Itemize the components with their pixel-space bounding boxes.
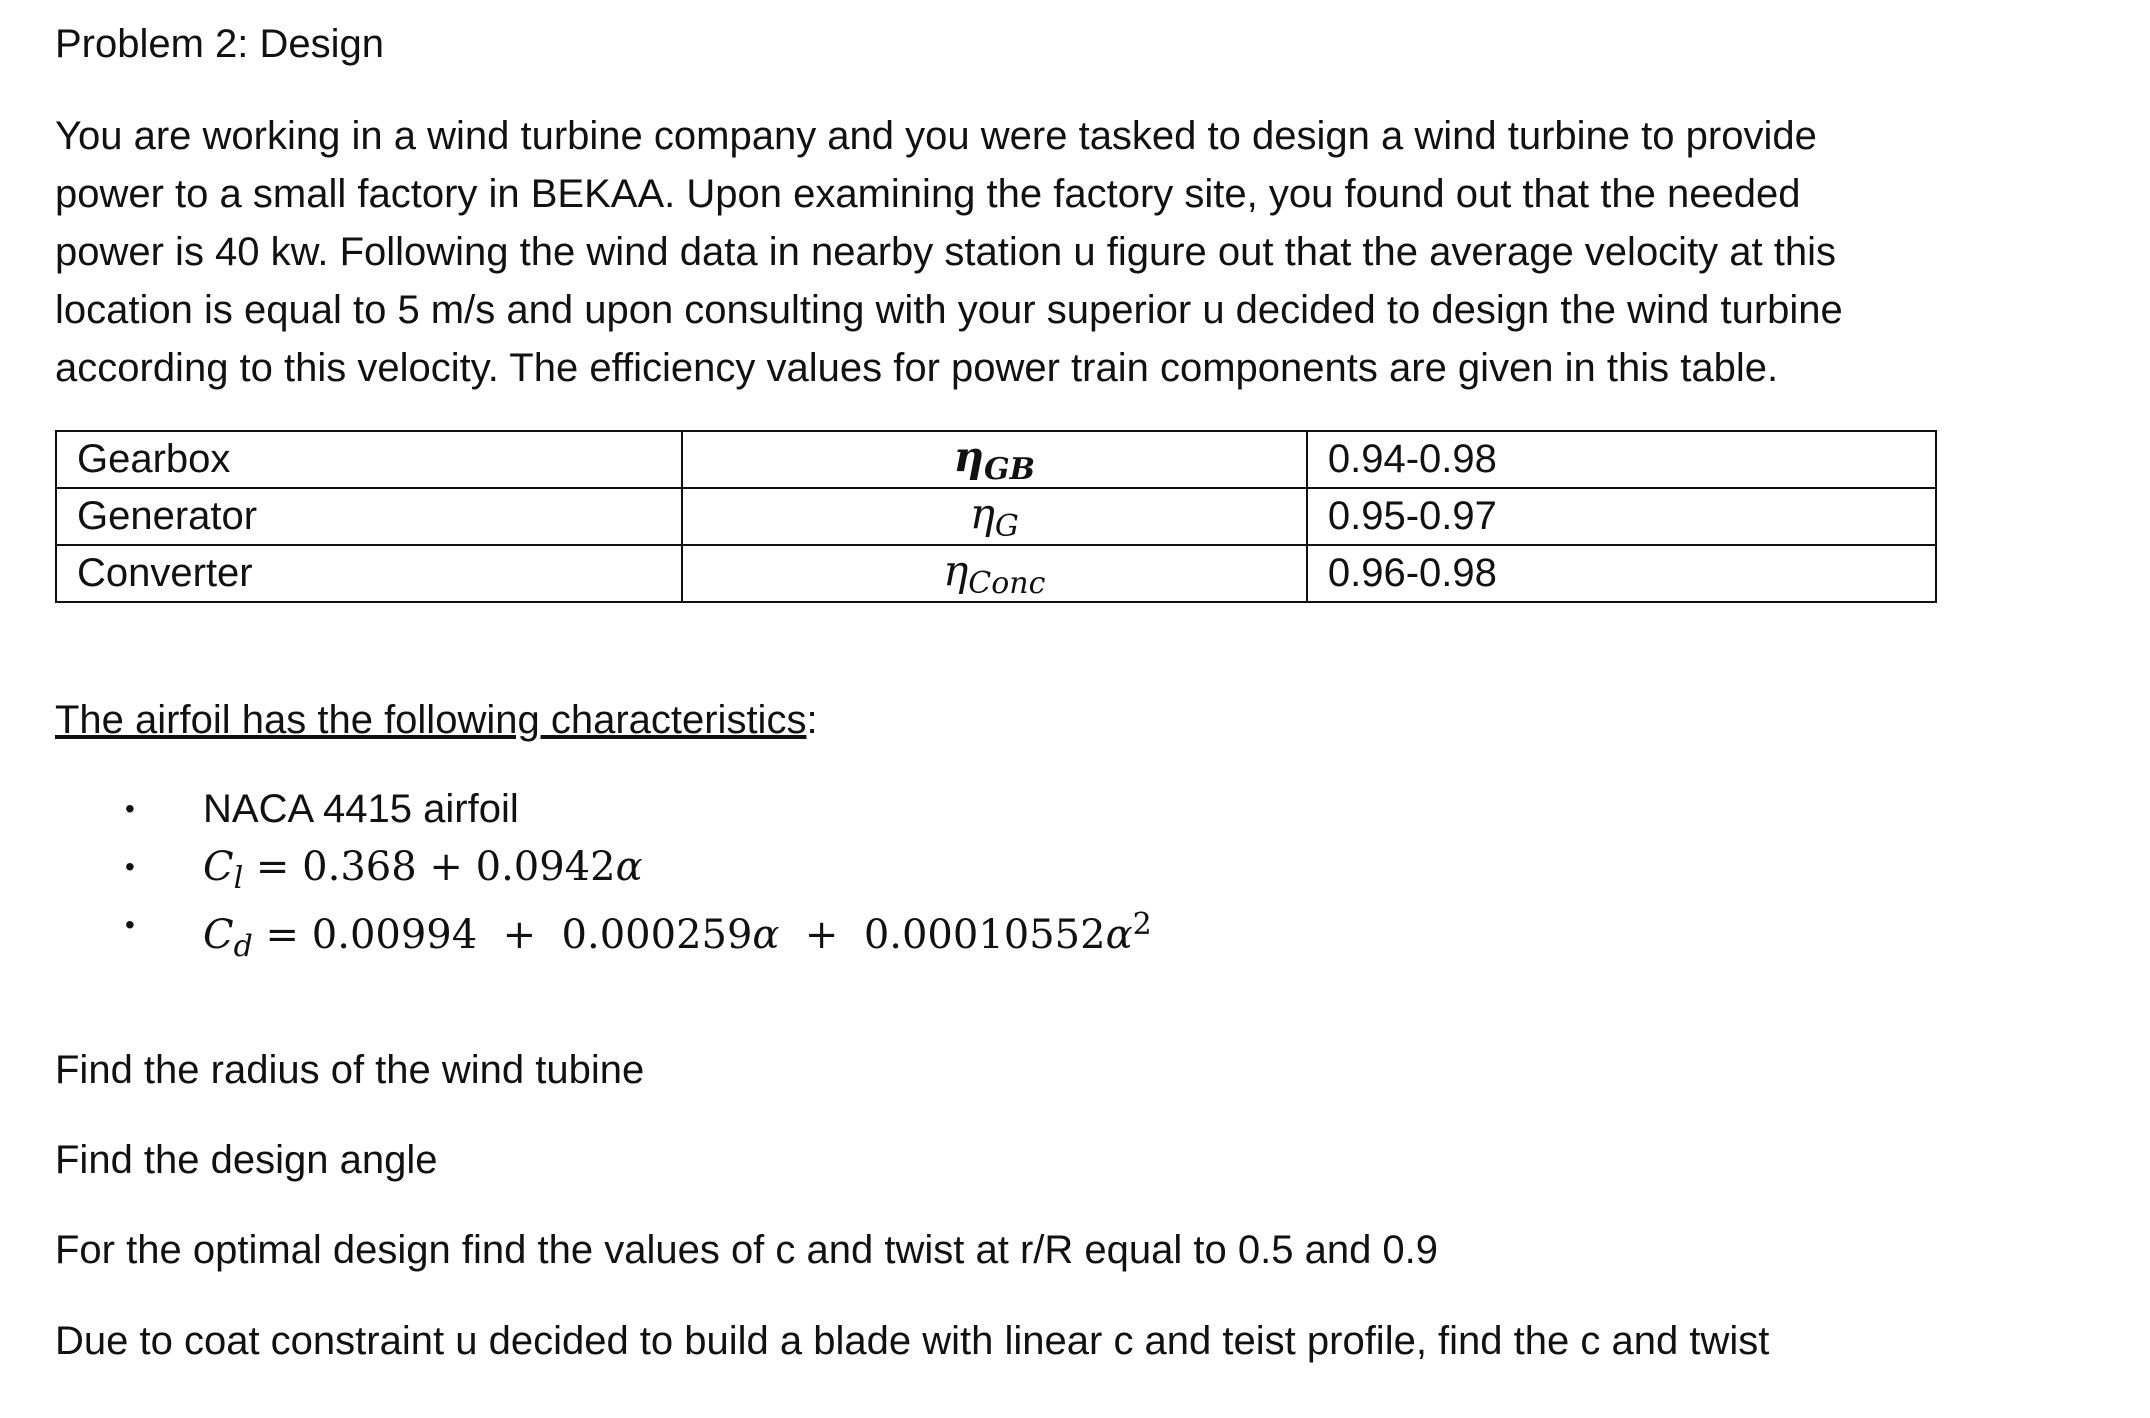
- question-radius: Find the radius of the wind tubine: [55, 1048, 645, 1092]
- drag-coefficient-equation: $C_d = 0.00994 + 0.000259\alpha + 0.00010552\alpha^2$: [203, 907, 1152, 964]
- question-linear-profile: Due to coat constraint u decided to build a blade with linear c and teist profile, find the c and twist: [55, 1319, 1770, 1363]
- lift-coefficient-equation: $C_l = 0.368 + 0.0942\alpha$: [203, 844, 643, 896]
- list-item: • NACA 4415 airfoil: [125, 780, 1152, 838]
- symbol-cell: [682, 545, 1307, 602]
- symbol-cell: [682, 488, 1307, 545]
- problem-title: Problem 2: Design: [55, 22, 385, 66]
- list-item: [125, 838, 1152, 896]
- eta-symbol: $\eta_{Conc}$: [943, 546, 1046, 601]
- bullet: •: [125, 793, 135, 824]
- bullet: •: [125, 851, 135, 882]
- range-cell: 0.95-0.97: [1307, 488, 1936, 545]
- range-cell: 0.94-0.98: [1307, 431, 1936, 488]
- intro-line: location is equal to 5 m/s and upon consulting with your superior u decided to design the wind turbine: [55, 288, 1843, 332]
- airfoil-characteristics-list: [125, 780, 1152, 964]
- problem-intro: [55, 107, 2015, 397]
- symbol-cell: [682, 431, 1307, 488]
- eta-symbol: $\eta_{GB}$: [953, 432, 1036, 487]
- intro-line: according to this velocity. The efficiency values for power train components are given in this table.: [55, 346, 1779, 390]
- table-row: [56, 431, 1936, 488]
- table-row: [56, 545, 1936, 602]
- eta-symbol: $\eta_G$: [969, 489, 1019, 544]
- component-cell: Generator: [56, 488, 682, 545]
- component-cell: Gearbox: [56, 431, 682, 488]
- component-cell: Converter: [56, 545, 682, 602]
- intro-line: power is 40 kw. Following the wind data in nearby station u figure out that the average velocity at this: [55, 230, 1837, 274]
- table-row: [56, 488, 1936, 545]
- question-optimal-design: For the optimal design find the values of c and twist at r/R equal to 0.5 and 0.9: [55, 1228, 1439, 1272]
- efficiency-table: [55, 430, 1937, 603]
- airfoil-heading: The airfoil has the following characteristics:: [55, 698, 818, 742]
- intro-line: power to a small factory in BEKAA. Upon examining the factory site, you found out that the needed: [55, 172, 1801, 216]
- bullet: •: [125, 909, 135, 940]
- intro-line: You are working in a wind turbine company and you were tasked to design a wind turbine to provide: [55, 114, 1817, 158]
- range-cell: 0.96-0.98: [1307, 545, 1936, 602]
- list-item: [125, 896, 1152, 964]
- question-design-angle: Find the design angle: [55, 1138, 438, 1182]
